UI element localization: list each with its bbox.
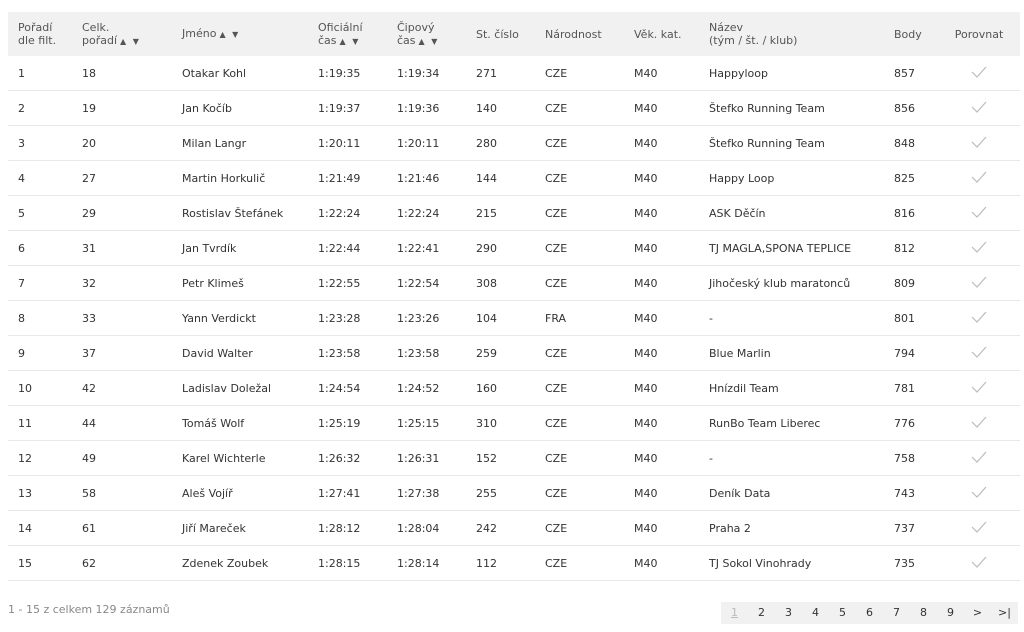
- cell-club: Blue Marlin: [699, 336, 884, 371]
- cell-name: Rostislav Štefánek: [172, 196, 308, 231]
- cell-chip-time: 1:19:34: [387, 56, 466, 91]
- cell-official-time: 1:23:58: [308, 336, 387, 371]
- cell-nationality: CZE: [535, 441, 624, 476]
- compare-cell: [938, 266, 1020, 301]
- cell-age-category: M40: [624, 266, 699, 301]
- cell-rank: 9: [8, 336, 72, 371]
- check-icon[interactable]: [970, 205, 988, 222]
- cell-name: Jan Tvrdík: [172, 231, 308, 266]
- next-page-button[interactable]: >: [964, 602, 991, 624]
- cell-age-category: M40: [624, 441, 699, 476]
- results-table: [8, 12, 1020, 581]
- check-icon[interactable]: [970, 170, 988, 187]
- page-link[interactable]: 6: [856, 602, 883, 624]
- cell-overall-rank: 29: [72, 196, 172, 231]
- cell-club: Štefko Running Team: [699, 126, 884, 161]
- cell-bib: 144: [466, 161, 535, 196]
- col-nationality: Národnost: [535, 12, 624, 56]
- cell-rank: 4: [8, 161, 72, 196]
- cell-overall-rank: 61: [72, 511, 172, 546]
- cell-name: David Walter: [172, 336, 308, 371]
- cell-overall-rank: 44: [72, 406, 172, 441]
- col-rank-overall[interactable]: Celk. pořadí ▲ ▼: [72, 12, 172, 56]
- cell-age-category: M40: [624, 476, 699, 511]
- cell-club: Happy Loop: [699, 161, 884, 196]
- compare-cell: [938, 406, 1020, 441]
- cell-overall-rank: 42: [72, 371, 172, 406]
- cell-overall-rank: 33: [72, 301, 172, 336]
- cell-club: Štefko Running Team: [699, 91, 884, 126]
- table-row: [8, 546, 1020, 581]
- table-row: [8, 441, 1020, 476]
- cell-official-time: 1:22:24: [308, 196, 387, 231]
- cell-nationality: CZE: [535, 476, 624, 511]
- cell-official-time: 1:19:35: [308, 56, 387, 91]
- compare-cell: [938, 476, 1020, 511]
- page-link[interactable]: 8: [910, 602, 937, 624]
- cell-age-category: M40: [624, 546, 699, 581]
- cell-overall-rank: 49: [72, 441, 172, 476]
- cell-chip-time: 1:22:54: [387, 266, 466, 301]
- cell-name: Aleš Vojíř: [172, 476, 308, 511]
- cell-chip-time: 1:22:24: [387, 196, 466, 231]
- cell-overall-rank: 27: [72, 161, 172, 196]
- cell-nationality: CZE: [535, 91, 624, 126]
- cell-club: Happyloop: [699, 56, 884, 91]
- cell-rank: 3: [8, 126, 72, 161]
- cell-nationality: CZE: [535, 196, 624, 231]
- cell-official-time: 1:23:28: [308, 301, 387, 336]
- cell-points: 801: [884, 301, 938, 336]
- check-icon[interactable]: [970, 520, 988, 537]
- page-link[interactable]: 1: [721, 602, 748, 624]
- cell-points: 825: [884, 161, 938, 196]
- cell-bib: 104: [466, 301, 535, 336]
- table-row: [8, 511, 1020, 546]
- cell-chip-time: 1:21:46: [387, 161, 466, 196]
- cell-nationality: CZE: [535, 161, 624, 196]
- cell-official-time: 1:21:49: [308, 161, 387, 196]
- compare-cell: [938, 91, 1020, 126]
- col-rank-filter: Pořadí dle filt.: [8, 12, 72, 56]
- check-icon[interactable]: [970, 415, 988, 432]
- cell-points: 856: [884, 91, 938, 126]
- record-count: 1 - 15 z celkem 129 záznamů: [8, 603, 170, 616]
- sort-arrows-icon[interactable]: ▲ ▼: [418, 36, 440, 46]
- col-age-category: Věk. kat.: [624, 12, 699, 56]
- cell-age-category: M40: [624, 336, 699, 371]
- cell-name: Martin Horkulič: [172, 161, 308, 196]
- check-icon[interactable]: [970, 345, 988, 362]
- cell-overall-rank: 37: [72, 336, 172, 371]
- cell-age-category: M40: [624, 91, 699, 126]
- cell-official-time: 1:26:32: [308, 441, 387, 476]
- cell-club: TJ MAGLA,SPONA TEPLICE: [699, 231, 884, 266]
- compare-cell: [938, 231, 1020, 266]
- cell-rank: 15: [8, 546, 72, 581]
- cell-bib: 259: [466, 336, 535, 371]
- cell-name: Tomáš Wolf: [172, 406, 308, 441]
- cell-nationality: CZE: [535, 56, 624, 91]
- sort-arrows-icon[interactable]: ▲ ▼: [120, 36, 141, 46]
- page-link[interactable]: 7: [883, 602, 910, 624]
- cell-name: Milan Langr: [172, 126, 308, 161]
- sort-arrows-icon[interactable]: ▲ ▼: [339, 36, 361, 46]
- cell-nationality: CZE: [535, 546, 624, 581]
- cell-official-time: 1:28:15: [308, 546, 387, 581]
- col-bib: St. číslo: [466, 12, 535, 56]
- col-compare: Porovnat: [938, 12, 1020, 56]
- cell-official-time: 1:20:11: [308, 126, 387, 161]
- table-row: [8, 126, 1020, 161]
- cell-nationality: CZE: [535, 126, 624, 161]
- cell-nationality: CZE: [535, 371, 624, 406]
- col-name[interactable]: Jméno ▲ ▼: [172, 12, 308, 56]
- cell-official-time: 1:28:12: [308, 511, 387, 546]
- table-row: [8, 371, 1020, 406]
- cell-chip-time: 1:19:36: [387, 91, 466, 126]
- col-club: Název (tým / št. / klub): [699, 12, 884, 56]
- cell-points: 737: [884, 511, 938, 546]
- table-row: [8, 56, 1020, 91]
- page-link[interactable]: 5: [829, 602, 856, 624]
- cell-club: Praha 2: [699, 511, 884, 546]
- col-official-time[interactable]: Oficiální čas ▲ ▼: [308, 12, 387, 56]
- cell-chip-time: 1:25:15: [387, 406, 466, 441]
- cell-rank: 10: [8, 371, 72, 406]
- cell-rank: 5: [8, 196, 72, 231]
- check-icon[interactable]: [970, 485, 988, 502]
- cell-points: 816: [884, 196, 938, 231]
- col-points: Body: [884, 12, 938, 56]
- cell-rank: 1: [8, 56, 72, 91]
- cell-chip-time: 1:20:11: [387, 126, 466, 161]
- cell-nationality: CZE: [535, 406, 624, 441]
- page-link[interactable]: 4: [802, 602, 829, 624]
- cell-overall-rank: 18: [72, 56, 172, 91]
- cell-official-time: 1:25:19: [308, 406, 387, 441]
- cell-chip-time: 1:24:52: [387, 371, 466, 406]
- cell-chip-time: 1:26:31: [387, 441, 466, 476]
- check-icon[interactable]: [970, 275, 988, 292]
- cell-overall-rank: 58: [72, 476, 172, 511]
- last-page-button[interactable]: >|: [991, 602, 1018, 624]
- compare-cell: [938, 371, 1020, 406]
- cell-bib: 160: [466, 371, 535, 406]
- table-row: [8, 196, 1020, 231]
- cell-points: 781: [884, 371, 938, 406]
- cell-points: 809: [884, 266, 938, 301]
- compare-cell: [938, 441, 1020, 476]
- cell-bib: 280: [466, 126, 535, 161]
- cell-club: Deník Data: [699, 476, 884, 511]
- page-link[interactable]: 2: [748, 602, 775, 624]
- cell-bib: 255: [466, 476, 535, 511]
- table-row: [8, 301, 1020, 336]
- cell-bib: 308: [466, 266, 535, 301]
- cell-overall-rank: 20: [72, 126, 172, 161]
- table-row: [8, 161, 1020, 196]
- cell-age-category: M40: [624, 371, 699, 406]
- cell-age-category: M40: [624, 56, 699, 91]
- cell-official-time: 1:22:55: [308, 266, 387, 301]
- cell-bib: 152: [466, 441, 535, 476]
- cell-name: Jiří Mareček: [172, 511, 308, 546]
- cell-age-category: M40: [624, 126, 699, 161]
- col-chip-time[interactable]: Čipový čas ▲ ▼: [387, 12, 466, 56]
- cell-official-time: 1:19:37: [308, 91, 387, 126]
- compare-cell: [938, 546, 1020, 581]
- pagination: [721, 602, 1018, 624]
- cell-name: Petr Klimeš: [172, 266, 308, 301]
- cell-bib: 310: [466, 406, 535, 441]
- sort-arrows-icon[interactable]: ▲ ▼: [219, 30, 241, 39]
- cell-rank: 14: [8, 511, 72, 546]
- cell-club: ASK Děčín: [699, 196, 884, 231]
- cell-bib: 140: [466, 91, 535, 126]
- cell-rank: 12: [8, 441, 72, 476]
- cell-official-time: 1:24:54: [308, 371, 387, 406]
- cell-official-time: 1:27:41: [308, 476, 387, 511]
- cell-points: 857: [884, 56, 938, 91]
- cell-overall-rank: 32: [72, 266, 172, 301]
- cell-points: 758: [884, 441, 938, 476]
- cell-chip-time: 1:22:41: [387, 231, 466, 266]
- cell-name: Ladislav Doležal: [172, 371, 308, 406]
- cell-bib: 290: [466, 231, 535, 266]
- cell-age-category: M40: [624, 511, 699, 546]
- cell-chip-time: 1:28:04: [387, 511, 466, 546]
- cell-rank: 8: [8, 301, 72, 336]
- cell-nationality: FRA: [535, 301, 624, 336]
- page-link[interactable]: 3: [775, 602, 802, 624]
- cell-points: 848: [884, 126, 938, 161]
- check-icon[interactable]: [970, 100, 988, 117]
- check-icon[interactable]: [970, 135, 988, 152]
- cell-points: 735: [884, 546, 938, 581]
- cell-age-category: M40: [624, 161, 699, 196]
- table-row: [8, 231, 1020, 266]
- cell-club: -: [699, 441, 884, 476]
- check-icon[interactable]: [970, 310, 988, 327]
- cell-rank: 6: [8, 231, 72, 266]
- cell-rank: 13: [8, 476, 72, 511]
- cell-age-category: M40: [624, 406, 699, 441]
- cell-club: Jihočeský klub maratonců: [699, 266, 884, 301]
- cell-name: Yann Verdickt: [172, 301, 308, 336]
- cell-age-category: M40: [624, 196, 699, 231]
- cell-club: -: [699, 301, 884, 336]
- compare-cell: [938, 511, 1020, 546]
- check-icon[interactable]: [970, 380, 988, 397]
- cell-points: 776: [884, 406, 938, 441]
- compare-cell: [938, 196, 1020, 231]
- cell-nationality: CZE: [535, 231, 624, 266]
- cell-name: Zdenek Zoubek: [172, 546, 308, 581]
- cell-bib: 112: [466, 546, 535, 581]
- cell-bib: 242: [466, 511, 535, 546]
- page-link[interactable]: 9: [937, 602, 964, 624]
- cell-official-time: 1:22:44: [308, 231, 387, 266]
- cell-bib: 271: [466, 56, 535, 91]
- compare-cell: [938, 126, 1020, 161]
- cell-nationality: CZE: [535, 511, 624, 546]
- cell-age-category: M40: [624, 301, 699, 336]
- cell-club: RunBo Team Liberec: [699, 406, 884, 441]
- cell-chip-time: 1:28:14: [387, 546, 466, 581]
- table-row: [8, 266, 1020, 301]
- cell-nationality: CZE: [535, 336, 624, 371]
- cell-name: Jan Kočíb: [172, 91, 308, 126]
- cell-points: 743: [884, 476, 938, 511]
- cell-overall-rank: 19: [72, 91, 172, 126]
- cell-rank: 2: [8, 91, 72, 126]
- cell-name: Karel Wichterle: [172, 441, 308, 476]
- cell-rank: 7: [8, 266, 72, 301]
- check-icon[interactable]: [970, 450, 988, 467]
- check-icon[interactable]: [970, 555, 988, 572]
- cell-bib: 215: [466, 196, 535, 231]
- cell-age-category: M40: [624, 231, 699, 266]
- compare-cell: [938, 301, 1020, 336]
- cell-nationality: CZE: [535, 266, 624, 301]
- cell-points: 812: [884, 231, 938, 266]
- header-row: [8, 12, 1020, 56]
- cell-name: Otakar Kohl: [172, 56, 308, 91]
- cell-chip-time: 1:23:58: [387, 336, 466, 371]
- compare-cell: [938, 161, 1020, 196]
- cell-club: TJ Sokol Vinohrady: [699, 546, 884, 581]
- table-row: [8, 336, 1020, 371]
- cell-overall-rank: 62: [72, 546, 172, 581]
- compare-cell: [938, 56, 1020, 91]
- cell-club: Hnízdil Team: [699, 371, 884, 406]
- check-icon[interactable]: [970, 65, 988, 82]
- cell-points: 794: [884, 336, 938, 371]
- cell-rank: 11: [8, 406, 72, 441]
- cell-overall-rank: 31: [72, 231, 172, 266]
- table-row: [8, 476, 1020, 511]
- check-icon[interactable]: [970, 240, 988, 257]
- table-row: [8, 91, 1020, 126]
- cell-chip-time: 1:23:26: [387, 301, 466, 336]
- results-body: [8, 56, 1020, 581]
- table-row: [8, 406, 1020, 441]
- compare-cell: [938, 336, 1020, 371]
- cell-chip-time: 1:27:38: [387, 476, 466, 511]
